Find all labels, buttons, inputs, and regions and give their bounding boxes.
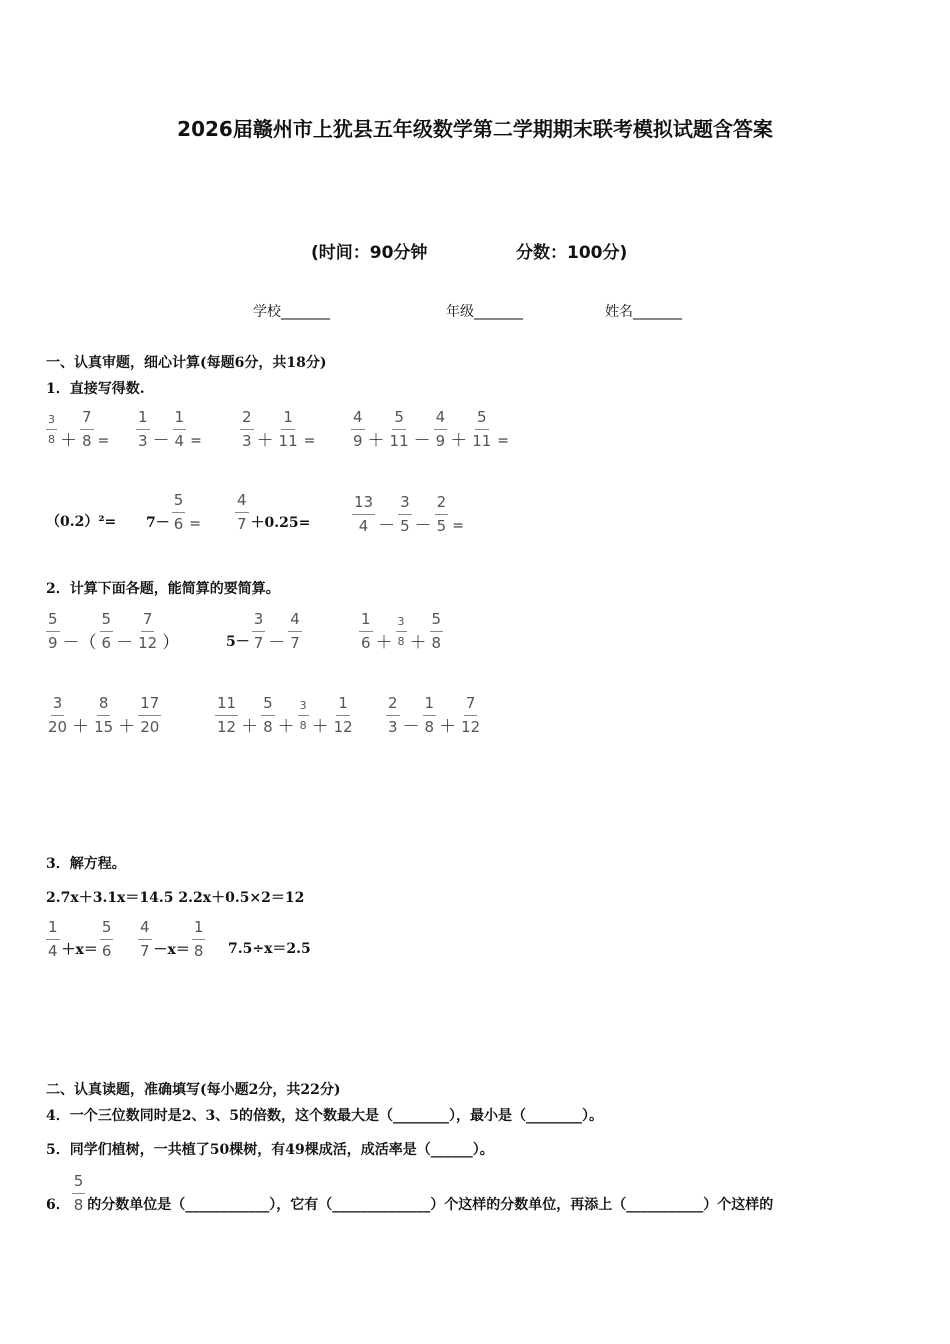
fraction bbox=[138, 696, 161, 735]
operator: ＋ bbox=[311, 717, 329, 737]
fraction-denominator: 9 bbox=[435, 432, 446, 450]
fraction bbox=[470, 410, 493, 449]
expression-text: －x＝ bbox=[153, 941, 190, 958]
fraction-numerator: 5 bbox=[100, 612, 114, 632]
operator: － bbox=[413, 431, 431, 451]
fraction bbox=[136, 612, 159, 651]
section2-heading: 二、认真读题，准确填写(每小题2分，共22分) bbox=[46, 1082, 341, 1098]
q2-expr bbox=[213, 694, 357, 737]
fraction-denominator: 7 bbox=[237, 515, 247, 533]
q6-label: 6． bbox=[46, 1197, 70, 1213]
fraction bbox=[435, 495, 449, 534]
q5-text: 5．同学们植树，一共植了50棵树，有49棵成活，成活率是（______）。 bbox=[46, 1142, 494, 1158]
fraction bbox=[192, 920, 206, 959]
fraction-numerator: 1 bbox=[173, 410, 187, 430]
q3-expr bbox=[136, 920, 207, 959]
operator: ＋ bbox=[241, 717, 259, 737]
fraction-denominator: 8 bbox=[48, 433, 55, 446]
fraction bbox=[352, 495, 375, 534]
fraction bbox=[396, 616, 407, 647]
equals-sign: = bbox=[452, 517, 464, 534]
q4-text: 4．一个三位数同时是2、3、5的倍数，这个数最大是（________），最小是（________）。 bbox=[46, 1108, 603, 1124]
fraction-denominator: 6 bbox=[101, 942, 112, 960]
q1-expr bbox=[233, 493, 310, 532]
fraction-denominator: 3 bbox=[388, 718, 398, 736]
fraction-numerator: 8 bbox=[97, 696, 111, 716]
fraction bbox=[359, 612, 373, 651]
fraction bbox=[215, 696, 238, 735]
q3-equations-line: 2.7x＋3.1x＝14.5 2.2x＋0.5×2＝12 bbox=[46, 890, 305, 906]
fraction bbox=[288, 612, 302, 651]
name-field: 姓名_______ bbox=[605, 304, 682, 320]
operator: ＋ bbox=[450, 431, 468, 451]
fraction-numerator: 7 bbox=[141, 612, 155, 632]
fraction bbox=[173, 410, 187, 449]
fraction-denominator: 8 bbox=[424, 718, 435, 736]
fraction-denominator: 8 bbox=[299, 719, 307, 732]
fraction-denominator: 9 bbox=[48, 634, 58, 652]
fraction bbox=[235, 493, 249, 532]
operator: － bbox=[116, 633, 134, 653]
fraction-denominator: 8 bbox=[82, 432, 92, 450]
fraction-numerator: 1 bbox=[359, 612, 373, 632]
operator: ＋ bbox=[72, 717, 90, 737]
fraction-denominator: 3 bbox=[138, 432, 148, 450]
operator: ＋ bbox=[118, 717, 136, 737]
fraction bbox=[261, 696, 275, 735]
q1-expr bbox=[134, 408, 202, 451]
fraction bbox=[459, 696, 482, 735]
fraction-denominator: 11 bbox=[389, 432, 409, 450]
fraction-numerator: 3 bbox=[398, 495, 412, 515]
fraction bbox=[430, 612, 444, 651]
fraction-denominator: 7 bbox=[290, 634, 300, 652]
fraction-denominator: 7 bbox=[253, 634, 264, 652]
operator: ＋ bbox=[277, 717, 295, 737]
q6-fraction bbox=[72, 1171, 86, 1214]
fraction-numerator: 3 bbox=[396, 616, 407, 632]
fraction-numerator: 4 bbox=[235, 493, 249, 513]
q1-expr bbox=[46, 493, 116, 531]
fraction-denominator: 4 bbox=[48, 942, 58, 960]
fraction-numerator: 4 bbox=[351, 410, 365, 430]
fraction-denominator: 4 bbox=[174, 432, 185, 450]
fraction-numerator: 13 bbox=[352, 495, 375, 515]
fraction bbox=[423, 696, 437, 735]
fraction-denominator: 6 bbox=[361, 634, 371, 652]
fraction-denominator: 6 bbox=[101, 634, 112, 652]
fraction-numerator: 1 bbox=[192, 920, 206, 940]
q1-expr bbox=[349, 408, 509, 451]
fraction-denominator: 12 bbox=[217, 718, 237, 736]
fraction-numerator: 2 bbox=[435, 495, 449, 515]
operator: － bbox=[414, 516, 432, 536]
page-title: 2026届赣州市上犹县五年级数学第二学期期末联考模拟试题含答案 bbox=[177, 117, 773, 141]
expression-text: ＋0.25= bbox=[250, 514, 311, 531]
operator: ＋ bbox=[439, 717, 457, 737]
q2-expr bbox=[357, 610, 445, 653]
expression-text: 7－ bbox=[146, 514, 170, 531]
operator: ＋ bbox=[367, 431, 385, 451]
fraction-denominator: 8 bbox=[263, 718, 273, 736]
q2-expr bbox=[44, 694, 163, 737]
equals-sign: = bbox=[190, 432, 202, 449]
q1-expr bbox=[238, 408, 315, 451]
q2-label: 2．计算下面各题，能简算的要简算。 bbox=[46, 581, 280, 597]
fraction-numerator: 4 bbox=[434, 410, 448, 430]
fraction bbox=[80, 410, 94, 449]
operator: －（ bbox=[62, 633, 97, 653]
fraction-denominator: 12 bbox=[461, 718, 481, 736]
q2-expr bbox=[44, 610, 180, 653]
operator: － bbox=[152, 431, 170, 451]
fraction-denominator: 9 bbox=[353, 432, 363, 450]
equals-sign: = bbox=[97, 432, 110, 449]
fraction bbox=[138, 920, 152, 959]
fraction-denominator: 20 bbox=[48, 718, 68, 736]
fraction-denominator: 12 bbox=[138, 634, 158, 652]
operator: ＋ bbox=[375, 633, 393, 653]
fraction-numerator: 1 bbox=[46, 920, 60, 940]
q3-expr bbox=[44, 920, 115, 959]
fraction-denominator: 12 bbox=[333, 718, 353, 736]
operator: － bbox=[402, 717, 420, 737]
q1-expr bbox=[146, 493, 201, 532]
q6-fraction-denominator: 8 bbox=[73, 1195, 84, 1214]
fraction-numerator: 3 bbox=[51, 696, 65, 716]
fraction bbox=[386, 696, 400, 735]
fraction-numerator: 7 bbox=[80, 410, 94, 430]
operator: ＋ bbox=[60, 431, 77, 451]
fraction-denominator: 5 bbox=[436, 517, 447, 535]
q2-expr bbox=[226, 610, 304, 653]
fraction-denominator: 4 bbox=[358, 517, 369, 535]
fraction bbox=[46, 612, 60, 651]
fraction-numerator: 4 bbox=[138, 920, 152, 940]
operator: ） bbox=[162, 633, 180, 653]
fraction-numerator: 2 bbox=[386, 696, 400, 716]
q3-expr bbox=[228, 920, 311, 958]
q3-label: 3．解方程。 bbox=[46, 856, 126, 872]
fraction bbox=[136, 410, 150, 449]
fraction bbox=[277, 410, 300, 449]
fraction-numerator: 5 bbox=[392, 410, 406, 430]
fraction bbox=[46, 920, 60, 959]
fraction-denominator: 5 bbox=[400, 517, 410, 535]
equals-sign: = bbox=[497, 432, 510, 449]
fraction bbox=[332, 696, 355, 735]
fraction-numerator: 11 bbox=[215, 696, 238, 716]
fraction-numerator: 5 bbox=[430, 612, 444, 632]
fraction bbox=[351, 410, 365, 449]
fraction-numerator: 1 bbox=[281, 410, 295, 430]
fraction-denominator: 20 bbox=[140, 718, 160, 736]
fraction-denominator: 3 bbox=[242, 432, 252, 450]
fraction-numerator: 5 bbox=[475, 410, 489, 430]
equals-sign: = bbox=[303, 432, 316, 449]
fraction-denominator: 15 bbox=[94, 718, 114, 736]
equals-sign: = bbox=[189, 515, 202, 532]
operator: ＋ bbox=[409, 633, 427, 653]
fraction bbox=[92, 696, 115, 735]
fraction-numerator: 1 bbox=[136, 410, 150, 430]
q6-fraction-numerator: 5 bbox=[72, 1174, 86, 1194]
fraction bbox=[398, 495, 412, 534]
fraction-denominator: 8 bbox=[431, 634, 442, 652]
fraction-numerator: 3 bbox=[298, 700, 309, 716]
fraction-denominator: 11 bbox=[278, 432, 298, 450]
fraction bbox=[100, 612, 114, 651]
fraction bbox=[434, 410, 448, 449]
fraction bbox=[388, 410, 411, 449]
q6-text: 的分数单位是（____________），它有（______________）个这样的分数单位，再添上（___________）个这样的 bbox=[87, 1197, 774, 1213]
expression-text: 7.5÷x＝2.5 bbox=[228, 941, 311, 957]
fraction-numerator: 3 bbox=[46, 414, 57, 430]
q6-row bbox=[46, 1172, 773, 1214]
fraction-numerator: 7 bbox=[464, 696, 478, 716]
section1-heading: 一、认真审题，细心计算(每题6分，共18分) bbox=[46, 355, 327, 371]
expression-text: （0.2）²= bbox=[46, 514, 117, 530]
q1-expr bbox=[44, 408, 109, 451]
q2-expr bbox=[384, 694, 484, 737]
fraction-numerator: 5 bbox=[100, 920, 114, 940]
fraction-numerator: 5 bbox=[46, 612, 60, 632]
fraction bbox=[46, 414, 57, 445]
fraction-numerator: 5 bbox=[261, 696, 275, 716]
operator: － bbox=[268, 633, 286, 653]
fraction-numerator: 3 bbox=[252, 612, 266, 632]
fraction-denominator: 7 bbox=[140, 942, 150, 960]
fraction bbox=[252, 612, 266, 651]
fraction-numerator: 1 bbox=[423, 696, 437, 716]
fraction bbox=[172, 493, 186, 532]
fraction-denominator: 11 bbox=[472, 432, 492, 450]
fraction-denominator: 8 bbox=[397, 635, 405, 648]
fraction bbox=[298, 700, 309, 731]
q1-expr bbox=[350, 493, 464, 536]
grade-field: 年级_______ bbox=[446, 304, 523, 320]
fraction-denominator: 8 bbox=[193, 942, 204, 960]
fraction bbox=[46, 696, 69, 735]
exam-score: 分数：100分) bbox=[516, 243, 628, 263]
q1-label: 1．直接写得数. bbox=[46, 381, 145, 397]
operator: － bbox=[378, 516, 396, 536]
fraction-numerator: 5 bbox=[172, 493, 186, 513]
school-field: 学校_______ bbox=[253, 304, 330, 320]
operator: ＋ bbox=[256, 431, 274, 451]
exam-time: (时间：90分钟 bbox=[311, 243, 428, 263]
fraction-denominator: 6 bbox=[173, 515, 184, 533]
fraction-numerator: 4 bbox=[288, 612, 302, 632]
expression-text: ＋x＝ bbox=[61, 941, 98, 958]
fraction bbox=[100, 920, 114, 959]
fraction-numerator: 17 bbox=[138, 696, 161, 716]
fraction-numerator: 1 bbox=[336, 696, 350, 716]
fraction bbox=[240, 410, 254, 449]
expression-text: 5－ bbox=[226, 633, 250, 650]
fraction-numerator: 2 bbox=[240, 410, 254, 430]
